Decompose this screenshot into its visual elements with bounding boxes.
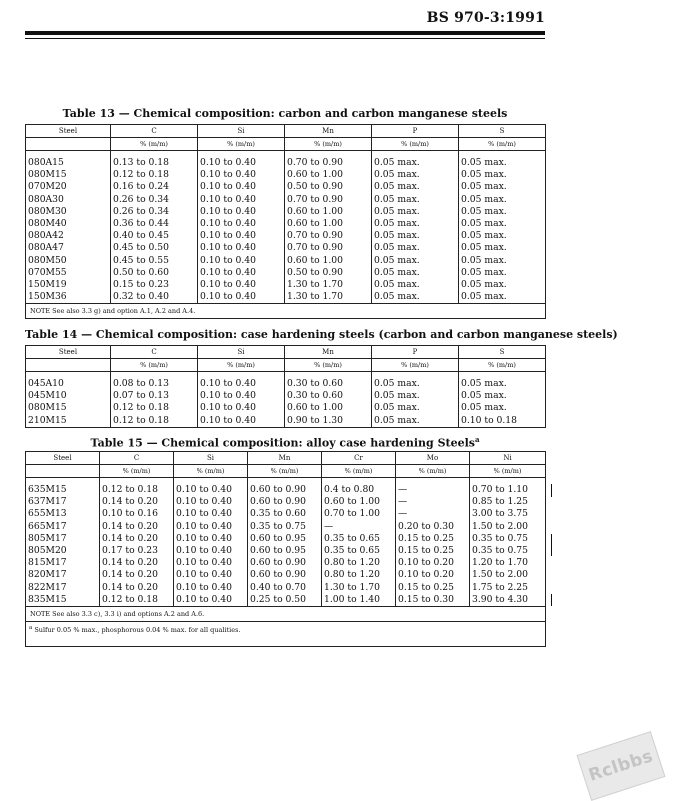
column-values	[248, 478, 322, 607]
steel-grade-cell: 045A10	[28, 378, 64, 389]
composition-cell: 0.40 to 0.45	[113, 230, 169, 242]
steel-grade-cell: 210M15	[28, 414, 67, 426]
composition-cell: 0.10 to 0.20	[398, 569, 454, 581]
table-15-unit-row	[26, 465, 546, 478]
composition-cell: 0.10 to 0.40	[176, 569, 232, 581]
composition-cell: 0.05 max.	[374, 157, 420, 168]
composition-cell: 1.50 to 2.00	[472, 569, 528, 581]
composition-cell: 0.70 to 0.90	[287, 230, 343, 242]
table-15-footnote-text: Sulfur 0.05 % max., phosphorous 0.04 % max. for all qualities.	[34, 626, 241, 635]
composition-cell: 0.10 to 0.40	[176, 581, 232, 593]
composition-cell: 0.14 to 0.20	[102, 569, 158, 581]
steel-grade-cell: 835M15	[28, 593, 67, 605]
composition-cell: 0.10 to 0.40	[176, 520, 232, 532]
steel-grade-cell: 045M10	[28, 390, 67, 402]
composition-cell: 0.70 to 1.00	[324, 508, 380, 520]
composition-cell: —	[398, 508, 408, 520]
column-header: C	[111, 346, 198, 359]
steel-grade-cell: 150M19	[28, 278, 67, 290]
column-header: P	[372, 346, 459, 359]
composition-cell: 0.70 to 1.10	[472, 484, 528, 495]
margin-change-bar	[551, 594, 552, 606]
table-13-note: NOTE See also 3.3 g) and option A.1, A.2 and A.4.	[26, 304, 546, 319]
composition-cell: 0.50 to 0.60	[113, 266, 169, 278]
composition-cell: 0.10 to 0.40	[200, 230, 256, 242]
steel-grade-cell: 080M15	[28, 169, 67, 181]
composition-cell: 0.12 to 0.18	[102, 593, 158, 605]
column-values	[111, 151, 198, 304]
column-values	[198, 372, 285, 428]
composition-cell: 1.75 to 2.25	[472, 581, 528, 593]
steel-grade-cell: 080M40	[28, 217, 67, 229]
document-reference: BS 970-3:1991	[426, 10, 545, 26]
composition-cell: 0.12 to 0.18	[102, 484, 158, 495]
composition-cell: 0.10 to 0.18	[461, 414, 517, 426]
composition-cell: 0.40 to 0.70	[250, 581, 306, 593]
composition-cell: 0.60 to 0.90	[250, 484, 306, 495]
steel-grade-cell: 805M20	[28, 544, 67, 556]
composition-cell: 0.10 to 0.40	[200, 390, 256, 402]
composition-cell: 0.05 max.	[461, 378, 507, 389]
composition-cell: 0.80 to 1.20	[324, 569, 380, 581]
unit-label-empty	[26, 359, 111, 372]
composition-cell: 0.35 to 0.65	[324, 532, 380, 544]
table-13-body	[26, 151, 546, 304]
margin-change-bar	[551, 534, 552, 556]
composition-cell: 0.10 to 0.40	[176, 532, 232, 544]
composition-cell: 0.45 to 0.55	[113, 254, 169, 266]
composition-cell: 0.35 to 0.75	[472, 544, 528, 556]
steel-grade-cell: 815M17	[28, 557, 67, 569]
column-values	[322, 478, 396, 607]
unit-label: % (m/m)	[111, 359, 198, 372]
steel-grade-cell: 080A30	[28, 193, 64, 205]
column-header: Ni	[470, 452, 546, 465]
composition-cell: 0.10 to 0.40	[200, 266, 256, 278]
composition-cell: 0.10 to 0.40	[200, 217, 256, 229]
unit-label: % (m/m)	[100, 465, 174, 478]
composition-cell: 0.12 to 0.18	[113, 169, 169, 181]
composition-cell: 1.50 to 2.00	[472, 520, 528, 532]
column-values	[372, 372, 459, 428]
unit-label: % (m/m)	[322, 465, 396, 478]
composition-cell: 0.14 to 0.20	[102, 532, 158, 544]
composition-cell: 0.10 to 0.40	[176, 557, 232, 569]
watermark-stamp: Rclbbs	[576, 731, 665, 801]
composition-cell: 1.30 to 1.70	[324, 581, 380, 593]
table-15-caption	[25, 435, 545, 450]
composition-cell: 0.45 to 0.50	[113, 242, 169, 254]
table-14-unit-row	[26, 359, 546, 372]
composition-cell: 0.30 to 0.60	[287, 378, 343, 389]
table-15	[25, 451, 546, 647]
composition-cell: 0.10 to 0.40	[176, 484, 232, 495]
composition-cell: 0.05 max.	[461, 278, 507, 290]
composition-cell: 0.05 max.	[374, 414, 420, 426]
composition-cell: 0.05 max.	[461, 169, 507, 181]
composition-cell: 0.15 to 0.25	[398, 581, 454, 593]
column-header: S	[459, 346, 546, 359]
composition-cell: 1.20 to 1.70	[472, 557, 528, 569]
composition-cell: 0.05 max.	[461, 217, 507, 229]
composition-cell: 0.32 to 0.40	[113, 291, 169, 303]
composition-cell: 0.05 max.	[374, 390, 420, 402]
composition-cell: 0.10 to 0.40	[200, 205, 256, 217]
column-header: Si	[198, 125, 285, 138]
column-values	[459, 151, 546, 304]
column-values	[372, 151, 459, 304]
column-values	[100, 478, 174, 607]
composition-cell: 0.05 max.	[461, 242, 507, 254]
composition-cell: 0.10 to 0.40	[200, 414, 256, 426]
composition-cell: 0.05 max.	[461, 402, 507, 414]
composition-cell: 0.90 to 1.30	[287, 414, 343, 426]
composition-cell: 0.10 to 0.40	[176, 544, 232, 556]
composition-cell: 0.4 to 0.80	[324, 484, 375, 495]
composition-cell: 0.60 to 0.90	[250, 557, 306, 569]
steel-grade-cell: 080A42	[28, 230, 64, 242]
steel-grade-cell: 080M50	[28, 254, 67, 266]
unit-label-empty	[26, 138, 111, 151]
table-15-caption-mark: a	[474, 435, 480, 444]
composition-cell: 0.05 max.	[461, 390, 507, 402]
composition-cell: 0.05 max.	[461, 157, 507, 168]
table-15-body	[26, 478, 546, 607]
composition-cell: 0.15 to 0.23	[113, 278, 169, 290]
composition-cell: 0.26 to 0.34	[113, 193, 169, 205]
composition-cell: 0.05 max.	[374, 230, 420, 242]
unit-label: % (m/m)	[198, 138, 285, 151]
column-header: Mn	[248, 452, 322, 465]
column-header: P	[372, 125, 459, 138]
column-header: Mn	[285, 125, 372, 138]
column-values	[459, 372, 546, 428]
composition-cell: 0.10 to 0.16	[102, 508, 158, 520]
composition-cell: 0.70 to 0.90	[287, 157, 343, 168]
column-header: Si	[198, 346, 285, 359]
composition-cell: 0.10 to 0.40	[176, 496, 232, 508]
composition-cell: 0.05 max.	[374, 181, 420, 193]
table-14-body	[26, 372, 546, 428]
column-values	[26, 151, 111, 304]
unit-label: % (m/m)	[285, 138, 372, 151]
composition-cell: 0.10 to 0.40	[176, 508, 232, 520]
composition-cell: 0.10 to 0.20	[398, 557, 454, 569]
table-15-footnote-mark: a	[29, 624, 33, 631]
steel-grade-cell: 805M17	[28, 532, 67, 544]
composition-cell: 0.05 max.	[374, 291, 420, 303]
table-13-unit-row	[26, 138, 546, 151]
steel-grade-cell: 150M36	[28, 291, 67, 303]
composition-cell: 0.10 to 0.40	[200, 242, 256, 254]
table-13-caption: Table 13 — Chemical composition: carbon and carbon manganese steels	[62, 107, 508, 120]
table-14	[25, 345, 546, 428]
unit-label: % (m/m)	[248, 465, 322, 478]
composition-cell: 0.15 to 0.30	[398, 593, 454, 605]
composition-cell: 0.60 to 0.95	[250, 532, 306, 544]
steel-grade-cell: 665M17	[28, 520, 67, 532]
composition-cell: 0.60 to 1.00	[324, 496, 380, 508]
composition-cell: 0.10 to 0.40	[200, 378, 256, 389]
composition-cell: 0.20 to 0.30	[398, 520, 454, 532]
unit-label: % (m/m)	[396, 465, 470, 478]
column-header: Steel	[26, 346, 111, 359]
composition-cell: 1.30 to 1.70	[287, 291, 343, 303]
composition-cell: 0.60 to 1.00	[287, 169, 343, 181]
composition-cell: 0.05 max.	[374, 193, 420, 205]
composition-cell: 0.35 to 0.60	[250, 508, 306, 520]
steel-grade-cell: 822M17	[28, 581, 67, 593]
column-header: S	[459, 125, 546, 138]
composition-cell: 0.80 to 1.20	[324, 557, 380, 569]
composition-cell: 0.60 to 1.00	[287, 217, 343, 229]
composition-cell: 0.85 to 1.25	[472, 496, 528, 508]
table-13-header-row	[26, 125, 546, 138]
composition-cell: —	[324, 520, 334, 532]
column-values	[26, 372, 111, 428]
composition-cell: 0.14 to 0.20	[102, 496, 158, 508]
table-15-note: NOTE See also 3.3 c), 3.3 i) and options A.2 and A.6.	[26, 606, 546, 621]
composition-cell: 0.05 max.	[374, 205, 420, 217]
header-rule-thin	[25, 38, 545, 39]
composition-cell: 0.05 max.	[374, 169, 420, 181]
composition-cell: 0.36 to 0.44	[113, 217, 169, 229]
header-rule-thick	[25, 31, 545, 35]
column-header: Si	[174, 452, 248, 465]
composition-cell: 1.00 to 1.40	[324, 593, 380, 605]
unit-label: % (m/m)	[459, 138, 546, 151]
table-14-header-row	[26, 346, 546, 359]
composition-cell: 0.26 to 0.34	[113, 205, 169, 217]
composition-cell: 0.05 max.	[461, 181, 507, 193]
composition-cell: 0.05 max.	[374, 402, 420, 414]
composition-cell: 0.05 max.	[374, 266, 420, 278]
composition-cell: 0.10 to 0.40	[200, 193, 256, 205]
column-values	[198, 151, 285, 304]
composition-cell: 0.12 to 0.18	[113, 414, 169, 426]
composition-cell: 0.10 to 0.40	[200, 402, 256, 414]
composition-cell: 0.10 to 0.40	[200, 278, 256, 290]
composition-cell: 0.05 max.	[461, 254, 507, 266]
table-15-caption-text: Table 15 — Chemical composition: alloy case hardening Steels	[90, 436, 475, 450]
composition-cell: 0.14 to 0.20	[102, 581, 158, 593]
composition-cell: 0.10 to 0.40	[200, 157, 256, 168]
steel-grade-cell: 820M17	[28, 569, 67, 581]
composition-cell: 0.05 max.	[461, 193, 507, 205]
composition-cell: 0.10 to 0.40	[200, 254, 256, 266]
column-values	[470, 478, 546, 607]
composition-cell: 0.15 to 0.25	[398, 544, 454, 556]
column-header: C	[100, 452, 174, 465]
composition-cell: 0.05 max.	[461, 291, 507, 303]
column-header: Cr	[322, 452, 396, 465]
composition-cell: 0.70 to 0.90	[287, 193, 343, 205]
unit-label-empty	[26, 465, 100, 478]
unit-label: % (m/m)	[174, 465, 248, 478]
composition-cell: 0.05 max.	[374, 254, 420, 266]
composition-cell: —	[398, 484, 408, 495]
steel-grade-cell: 637M17	[28, 496, 67, 508]
unit-label: % (m/m)	[470, 465, 546, 478]
steel-grade-cell: 070M55	[28, 266, 67, 278]
steel-grade-cell: 080A47	[28, 242, 64, 254]
unit-label: % (m/m)	[459, 359, 546, 372]
column-values	[285, 372, 372, 428]
steel-grade-cell: 080A15	[28, 157, 64, 168]
composition-cell: 0.05 max.	[461, 205, 507, 217]
composition-cell: 0.10 to 0.40	[200, 181, 256, 193]
column-values	[26, 478, 100, 607]
composition-cell: 0.12 to 0.18	[113, 402, 169, 414]
unit-label: % (m/m)	[111, 138, 198, 151]
composition-cell: 0.05 max.	[461, 266, 507, 278]
column-values	[174, 478, 248, 607]
composition-cell: 0.05 max.	[461, 230, 507, 242]
column-header: Mn	[285, 346, 372, 359]
column-header: Steel	[26, 125, 111, 138]
composition-cell: 0.10 to 0.40	[176, 593, 232, 605]
composition-cell: —	[398, 496, 408, 508]
composition-cell: 0.10 to 0.40	[200, 169, 256, 181]
unit-label: % (m/m)	[372, 359, 459, 372]
composition-cell: 0.05 max.	[374, 378, 420, 389]
composition-cell: 0.60 to 1.00	[287, 254, 343, 266]
column-header: C	[111, 125, 198, 138]
composition-cell: 0.30 to 0.60	[287, 390, 343, 402]
composition-cell: 3.90 to 4.30	[472, 593, 528, 605]
steel-grade-cell: 070M20	[28, 181, 67, 193]
composition-cell: 0.14 to 0.20	[102, 520, 158, 532]
composition-cell: 0.35 to 0.75	[250, 520, 306, 532]
composition-cell: 0.50 to 0.90	[287, 181, 343, 193]
composition-cell: 1.30 to 1.70	[287, 278, 343, 290]
composition-cell: 0.17 to 0.23	[102, 544, 158, 556]
composition-cell: 0.16 to 0.24	[113, 181, 169, 193]
composition-cell: 0.60 to 1.00	[287, 205, 343, 217]
steel-grade-cell: 655M13	[28, 508, 67, 520]
composition-cell: 0.08 to 0.13	[113, 378, 169, 389]
steel-grade-cell: 080M15	[28, 402, 67, 414]
composition-cell: 0.60 to 1.00	[287, 402, 343, 414]
table-15-header-row	[26, 452, 546, 465]
composition-cell: 0.35 to 0.65	[324, 544, 380, 556]
table-14-caption: Table 14 — Chemical composition: case hardening steels (carbon and carbon manganese steels)	[25, 328, 618, 341]
composition-cell: 0.13 to 0.18	[113, 157, 169, 168]
composition-cell: 3.00 to 3.75	[472, 508, 528, 520]
composition-cell: 0.10 to 0.40	[200, 291, 256, 303]
unit-label: % (m/m)	[285, 359, 372, 372]
composition-cell: 0.60 to 0.90	[250, 569, 306, 581]
composition-cell: 0.35 to 0.75	[472, 532, 528, 544]
composition-cell: 0.05 max.	[374, 278, 420, 290]
composition-cell: 0.50 to 0.90	[287, 266, 343, 278]
steel-grade-cell: 080M30	[28, 205, 67, 217]
column-header: Steel	[26, 452, 100, 465]
composition-cell: 0.14 to 0.20	[102, 557, 158, 569]
composition-cell: 0.07 to 0.13	[113, 390, 169, 402]
composition-cell: 0.05 max.	[374, 217, 420, 229]
column-values	[396, 478, 470, 607]
column-values	[111, 372, 198, 428]
composition-cell: 0.25 to 0.50	[250, 593, 306, 605]
table-15-footnote	[26, 621, 546, 646]
column-values	[285, 151, 372, 304]
column-header: Mo	[396, 452, 470, 465]
composition-cell: 0.15 to 0.25	[398, 532, 454, 544]
table-13	[25, 124, 546, 319]
steel-grade-cell: 635M15	[28, 484, 67, 495]
composition-cell: 0.70 to 0.90	[287, 242, 343, 254]
margin-change-bar	[551, 484, 552, 497]
unit-label: % (m/m)	[372, 138, 459, 151]
unit-label: % (m/m)	[198, 359, 285, 372]
composition-cell: 0.05 max.	[374, 242, 420, 254]
composition-cell: 0.60 to 0.95	[250, 544, 306, 556]
composition-cell: 0.60 to 0.90	[250, 496, 306, 508]
